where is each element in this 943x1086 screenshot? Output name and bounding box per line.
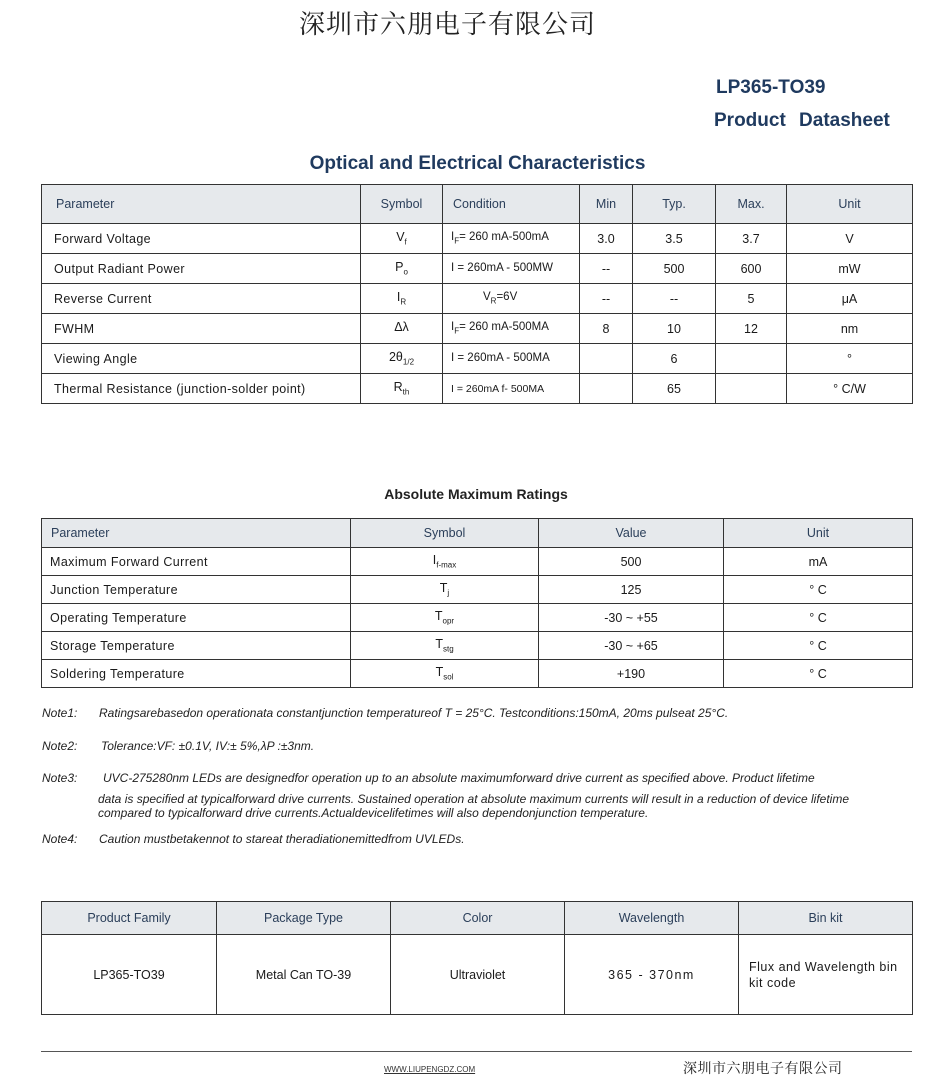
product-info-table: [41, 901, 913, 1015]
table-header-row: [42, 902, 913, 935]
table-row: [42, 604, 913, 632]
unit-cell: ° C: [724, 576, 913, 604]
min-cell: [580, 374, 633, 404]
symbol-cell: $V_f$: [361, 224, 443, 254]
max-cell: 5: [716, 284, 787, 314]
param-cell: FWHM: [42, 314, 361, 344]
symbol-cell: $I_R$: [361, 284, 443, 314]
header-value: Value: [539, 519, 724, 548]
unit-cell: ° C: [724, 632, 913, 660]
header-unit: Unit: [787, 185, 913, 224]
max-cell: [716, 374, 787, 404]
symbol-cell: $T_{stg}$: [351, 632, 539, 660]
min-cell: [580, 344, 633, 374]
unit-cell: ° C/W: [787, 374, 913, 404]
value-cell: +190: [539, 660, 724, 688]
note-label: Note3:: [42, 771, 78, 785]
absolute-ratings-title: Absolute Maximum Ratings: [384, 486, 568, 502]
symbol-cell: $T_j$: [351, 576, 539, 604]
max-cell: 12: [716, 314, 787, 344]
condition-cell: $V_R=6V$: [443, 284, 580, 314]
typ-cell: 6: [633, 344, 716, 374]
footer-company-name: 深圳市六朋电子有限公司: [683, 1061, 843, 1077]
param-cell: Thermal Resistance (junction-solder point): [42, 374, 361, 404]
min-cell: --: [580, 254, 633, 284]
symbol-cell: $T_{sol}$: [351, 660, 539, 688]
condition-cell: I = 260mA f- 500MA: [443, 374, 580, 404]
param-cell: Forward Voltage: [42, 224, 361, 254]
note-text: UVC-275280nm LEDs are designedfor operation up to an absolute maximumforward drive current as specified above. Product lifetime: [103, 771, 815, 785]
typ-cell: 65: [633, 374, 716, 404]
note-label: Note2:: [42, 739, 78, 753]
max-cell: 3.7: [716, 224, 787, 254]
typ-cell: --: [633, 284, 716, 314]
header-parameter: Parameter: [42, 185, 361, 224]
min-cell: 3.0: [580, 224, 633, 254]
typ-cell: 500: [633, 254, 716, 284]
param-cell: Operating Temperature: [42, 604, 351, 632]
symbol-cell: $R_{th}$: [361, 374, 443, 404]
note-label: Note4:: [42, 832, 78, 846]
absolute-ratings-table: [41, 518, 913, 688]
note-label: Note1:: [42, 706, 78, 720]
param-cell: Viewing Angle: [42, 344, 361, 374]
param-cell: Junction Temperature: [42, 576, 351, 604]
min-cell: 8: [580, 314, 633, 344]
symbol-cell: $I_{f-max}$: [351, 548, 539, 576]
header-symbol: Symbol: [351, 519, 539, 548]
header-min: Min: [580, 185, 633, 224]
max-cell: [716, 344, 787, 374]
note-4: [42, 832, 465, 846]
unit-cell: μA: [787, 284, 913, 314]
header-max: Max.: [716, 185, 787, 224]
param-cell: Storage Temperature: [42, 632, 351, 660]
param-cell: Reverse Current: [42, 284, 361, 314]
table-row: [42, 935, 913, 1015]
color-cell: Ultraviolet: [391, 935, 565, 1015]
note-3-continued: data is specified at typicalforward drive currents. Sustained operation at absolute maximum currents will result in a reduction of device lifetime: [98, 792, 850, 806]
header-unit: Unit: [724, 519, 913, 548]
condition-cell: $I_F= 260$ mA-500mA: [443, 224, 580, 254]
bin-kit-cell: Flux and Wavelength bin kit code: [739, 935, 913, 1015]
product-family-cell: LP365-TO39: [42, 935, 217, 1015]
optical-section-title: Optical and Electrical Characteristics: [309, 153, 646, 174]
symbol-cell: $T_{opr}$: [351, 604, 539, 632]
unit-cell: ° C: [724, 660, 913, 688]
symbol-cell: Δλ: [361, 314, 443, 344]
condition-cell: $I_F= 260$ mA-500MA: [443, 314, 580, 344]
table-row: [42, 284, 913, 314]
header-typ: Typ.: [633, 185, 716, 224]
condition-cell: I = 260mA - 500MW: [443, 254, 580, 284]
header-parameter: Parameter: [42, 519, 351, 548]
note-text: Ratingsarebasedon operationata constantjunction temperatureof T = 25°C. Testconditions:150mA, 20ms pulseat 25°C.: [99, 706, 729, 720]
optical-characteristics-table: [41, 184, 913, 404]
note-text: Tolerance:VF: ±0.1V, IV:± 5%,λP :±3nm.: [101, 739, 315, 753]
table-row: [42, 314, 913, 344]
unit-cell: V: [787, 224, 913, 254]
header-color: Color: [391, 902, 565, 935]
unit-cell: ° C: [724, 604, 913, 632]
table-row: [42, 576, 913, 604]
table-row: [42, 660, 913, 688]
header-condition: Condition: [443, 185, 580, 224]
header-symbol: Symbol: [361, 185, 443, 224]
table-header-row: [42, 519, 913, 548]
note-3: [42, 771, 815, 785]
min-cell: --: [580, 284, 633, 314]
note-2: [42, 739, 314, 753]
value-cell: 125: [539, 576, 724, 604]
max-cell: 600: [716, 254, 787, 284]
param-cell: Output Radiant Power: [42, 254, 361, 284]
table-header-row: [42, 185, 913, 224]
footer-divider: [41, 1051, 912, 1052]
table-row: [42, 548, 913, 576]
param-cell: Soldering Temperature: [42, 660, 351, 688]
header-product-family: Product Family: [42, 902, 217, 935]
typ-cell: 3.5: [633, 224, 716, 254]
unit-cell: nm: [787, 314, 913, 344]
table-row: [42, 224, 913, 254]
symbol-cell: $P_o$: [361, 254, 443, 284]
document-type: Product Datasheet: [714, 110, 890, 131]
header-package-type: Package Type: [217, 902, 391, 935]
param-cell: Maximum Forward Current: [42, 548, 351, 576]
value-cell: 500: [539, 548, 724, 576]
table-row: [42, 374, 913, 404]
footer-website-link[interactable]: WWW.LIUPENGDZ.COM: [384, 1065, 476, 1074]
wavelength-cell: 365 - 370nm: [565, 935, 739, 1015]
value-cell: -30 ~ +55: [539, 604, 724, 632]
typ-cell: 10: [633, 314, 716, 344]
symbol-cell: $2\theta_{1/2}$: [361, 344, 443, 374]
company-name: 深圳市六朋电子有限公司: [298, 10, 596, 40]
note-1: [42, 706, 728, 720]
note-text: Caution mustbetakennot to stareat theradiationemittedfrom UVLEDs.: [99, 832, 465, 846]
condition-cell: I = 260mA - 500MA: [443, 344, 580, 374]
value-cell: -30 ~ +65: [539, 632, 724, 660]
header-wavelength: Wavelength: [565, 902, 739, 935]
header-bin-kit: Bin kit: [739, 902, 913, 935]
table-row: [42, 632, 913, 660]
package-type-cell: Metal Can TO-39: [217, 935, 391, 1015]
model-number: LP365-TO39: [716, 77, 826, 98]
table-row: [42, 254, 913, 284]
note-3-continued: compared to typicalforward drive currents.Actualdevicelifetimes will also dependonjunction temperature.: [98, 806, 649, 820]
unit-cell: mA: [724, 548, 913, 576]
unit-cell: mW: [787, 254, 913, 284]
unit-cell: °: [787, 344, 913, 374]
table-row: [42, 344, 913, 374]
